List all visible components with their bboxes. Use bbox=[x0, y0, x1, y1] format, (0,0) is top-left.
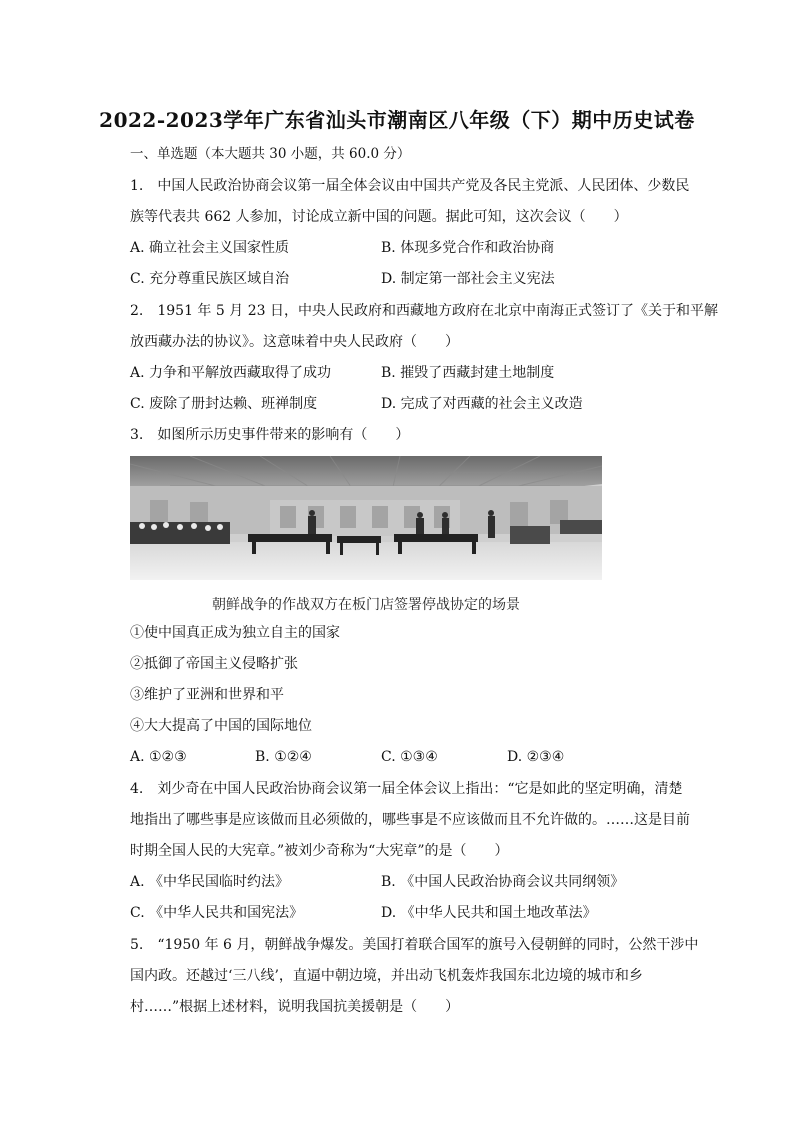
question-4-line-1: 4. 刘少奇在中国人民政治协商会议第一届全体会议上指出：“它是如此的坚定明确，清楚 bbox=[130, 781, 683, 797]
statement-2: ②抵御了帝国主义侵略扩张 bbox=[130, 656, 298, 672]
question-4-line-2: 地指出了哪些事是应该做而且必须做的，哪些事是不应该做而且不允许做的。……这是目前 bbox=[130, 812, 690, 828]
question-3-option-b: B. ①②④ bbox=[255, 749, 312, 765]
photo-caption: 朝鲜战争的作战双方在板门店签署停战协定的场景 bbox=[212, 597, 520, 613]
question-5-line-1: 5. “1950 年 6 月，朝鲜战争爆发。美国打着联合国军的旗号入侵朝鲜的同时，公然干涉中 bbox=[130, 937, 699, 953]
question-2-option-d: D. 完成了对西藏的社会主义改造 bbox=[381, 396, 583, 412]
question-4-option-c: C. 《中华人民共和国宪法》 bbox=[130, 905, 304, 921]
armistice-photo bbox=[130, 456, 602, 580]
question-3-option-a: A. ①②③ bbox=[130, 749, 187, 765]
question-1-line-1: 1. 中国人民政治协商会议第一届全体会议由中国共产党及各民主党派、人民团体、少数民 bbox=[130, 178, 690, 194]
question-4-line-3: 时期全国人民的大宪章。”被刘少奇称为“大宪章”的是（ ） bbox=[130, 843, 509, 859]
question-4-option-d: D. 《中华人民共和国土地改革法》 bbox=[381, 905, 597, 921]
question-2-option-b: B. 摧毁了西藏封建土地制度 bbox=[381, 365, 555, 381]
question-2-line-2: 放西藏办法的协议》。这意味着中央人民政府（ ） bbox=[130, 334, 459, 350]
question-2-option-c: C. 废除了册封达赖、班禅制度 bbox=[130, 396, 318, 412]
question-1-option-d: D. 制定第一部社会主义宪法 bbox=[381, 271, 555, 287]
question-1-option-a: A. 确立社会主义国家性质 bbox=[130, 240, 290, 256]
question-1-line-2: 族等代表共 662 人参加，讨论成立新中国的问题。据此可知，这次会议（ ） bbox=[130, 209, 628, 225]
question-1-option-b: B. 体现多党合作和政治协商 bbox=[381, 240, 555, 256]
question-4-option-b: B. 《中国人民政治协商会议共同纲领》 bbox=[381, 874, 625, 890]
question-5-line-3: 村……”根据上述材料，说明我国抗美援朝是（ ） bbox=[130, 999, 460, 1015]
question-1-option-c: C. 充分尊重民族区域自治 bbox=[130, 271, 290, 287]
question-3-line-1: 3. 如图所示历史事件带来的影响有（ ） bbox=[130, 427, 410, 443]
page-title: 2022-2023学年广东省汕头市潮南区八年级（下）期中历史试卷 bbox=[99, 108, 695, 132]
question-4-option-a: A. 《中华民国临时约法》 bbox=[130, 874, 290, 890]
section-heading: 一、单选题（本大题共 30 小题，共 60.0 分） bbox=[130, 146, 411, 162]
statement-1: ①使中国真正成为独立自主的国家 bbox=[130, 625, 340, 641]
question-2-option-a: A. 力争和平解放西藏取得了成功 bbox=[130, 365, 332, 381]
question-5-line-2: 国内政。还越过‘三八线’，直逼中朝边境，并出动飞机轰炸我国东北边境的城市和乡 bbox=[130, 968, 643, 984]
question-3-option-c: C. ①③④ bbox=[381, 749, 438, 765]
statement-3: ③维护了亚洲和世界和平 bbox=[130, 687, 284, 703]
question-3-option-d: D. ②③④ bbox=[507, 749, 565, 765]
statement-4: ④大大提高了中国的国际地位 bbox=[130, 718, 312, 734]
question-2-line-1: 2. 1951 年 5 月 23 日，中央人民政府和西藏地方政府在北京中南海正式签订了《关于和平解 bbox=[130, 303, 718, 319]
